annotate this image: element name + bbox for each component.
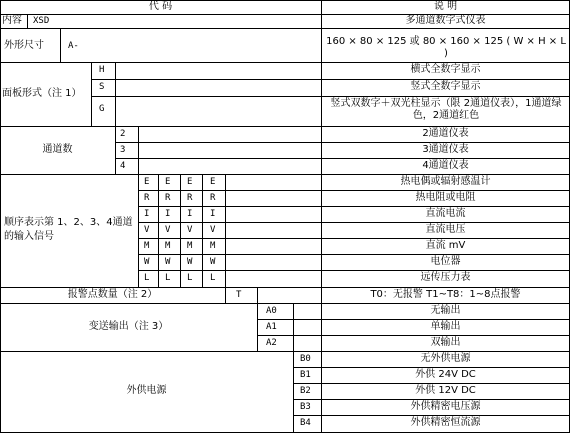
input-code: W [210,257,216,267]
alarm-label: 报警点数量（注 2） [67,289,158,300]
input-code: L [187,273,193,283]
power-desc: 无外供电源 [420,353,471,364]
input-desc: 热电偶或辐射感温计 [400,176,491,187]
channels-code: 4 [120,161,126,171]
input-code: M [210,241,216,251]
description-column-header: 说 明 [433,1,458,12]
alarm-desc: T0：无报警 T1~T8：1~8点报警 [370,289,521,300]
power-desc: 外供 12V DC [415,385,476,396]
transmit-code: A0 [266,306,277,316]
code-column-header: 代 码 [148,1,173,12]
input-desc: 直流电压 [425,224,466,235]
panel-code: S [99,82,105,92]
input-code: V [210,225,216,235]
transmit-desc: 无输出 [430,305,461,316]
input-code: E [165,177,171,187]
input-code: R [187,193,193,203]
transmit-code: A2 [266,338,277,348]
input-code: V [187,225,193,235]
power-code: B3 [300,402,311,412]
input-code: R [165,193,171,203]
panel-desc: 竖式全数字显示 [410,81,481,92]
size-desc: 160 × 80 × 125 或 80 × 160 × 125 ( W × H × L ) [326,36,566,59]
input-code: R [210,193,216,203]
panel-desc: 横式全数字显示 [410,64,481,75]
input-code: I [210,209,216,219]
input-code: I [144,209,150,219]
channels-code: 2 [120,129,126,139]
size-label: 外形尺寸 [4,40,44,51]
input-code: E [187,177,193,187]
input-code: L [144,273,150,283]
power-code: B4 [300,418,311,428]
input-code: L [165,273,171,283]
power-desc: 外供精密恒流源 [410,417,481,428]
content-code: XSD [33,16,50,26]
power-code: B2 [300,386,311,396]
channels-code: 3 [120,145,126,155]
input-code: E [210,177,216,187]
input-desc: 热电阻或电阻 [415,192,476,203]
input-code: V [165,225,171,235]
channels-desc: 4通道仪表 [422,160,469,171]
content-desc: 多通道数字式仪表 [405,15,486,26]
input-code: W [144,257,150,267]
input-code: L [210,273,216,283]
input-code: M [165,241,171,251]
panel-code: G [99,104,105,114]
power-desc: 外供精密电压源 [410,401,481,412]
inputs-label: 顺序表示第 1、2、3、4通道的输入信号 [4,217,133,242]
power-label: 外供电源 [126,385,167,396]
input-code: M [187,241,193,251]
input-code: E [144,177,150,187]
input-code: M [144,241,150,251]
channels-desc: 3通道仪表 [422,144,469,155]
power-code: B0 [300,354,311,364]
channels-desc: 2通道仪表 [422,128,469,139]
content-label: 内容 [2,15,22,26]
input-code: V [144,225,150,235]
alarm-code: T [236,290,242,300]
panel-code: H [99,65,105,75]
input-desc: 直流 mV [425,240,466,251]
input-code: I [187,209,193,219]
input-desc: 远传压力表 [420,272,471,283]
transmit-desc: 双输出 [430,337,461,348]
panel-desc: 竖式双数字＋双光柱显示（限 2通道仪表），1通道绿色，2通道红色 [330,98,562,121]
input-desc: 电位器 [430,256,461,267]
input-code: W [187,257,193,267]
transmit-label: 变送输出（注 3） [88,321,169,332]
input-code: I [165,209,171,219]
transmit-desc: 单输出 [430,321,461,332]
size-code: A- [68,41,79,51]
panel-label: 面板形式（注 1） [2,88,82,99]
transmit-code: A1 [266,322,277,332]
input-code: R [144,193,150,203]
channels-label: 通道数 [42,144,73,155]
input-code: W [165,257,171,267]
input-desc: 直流电流 [425,208,466,219]
power-desc: 外供 24V DC [415,369,476,380]
power-code: B1 [300,370,311,380]
